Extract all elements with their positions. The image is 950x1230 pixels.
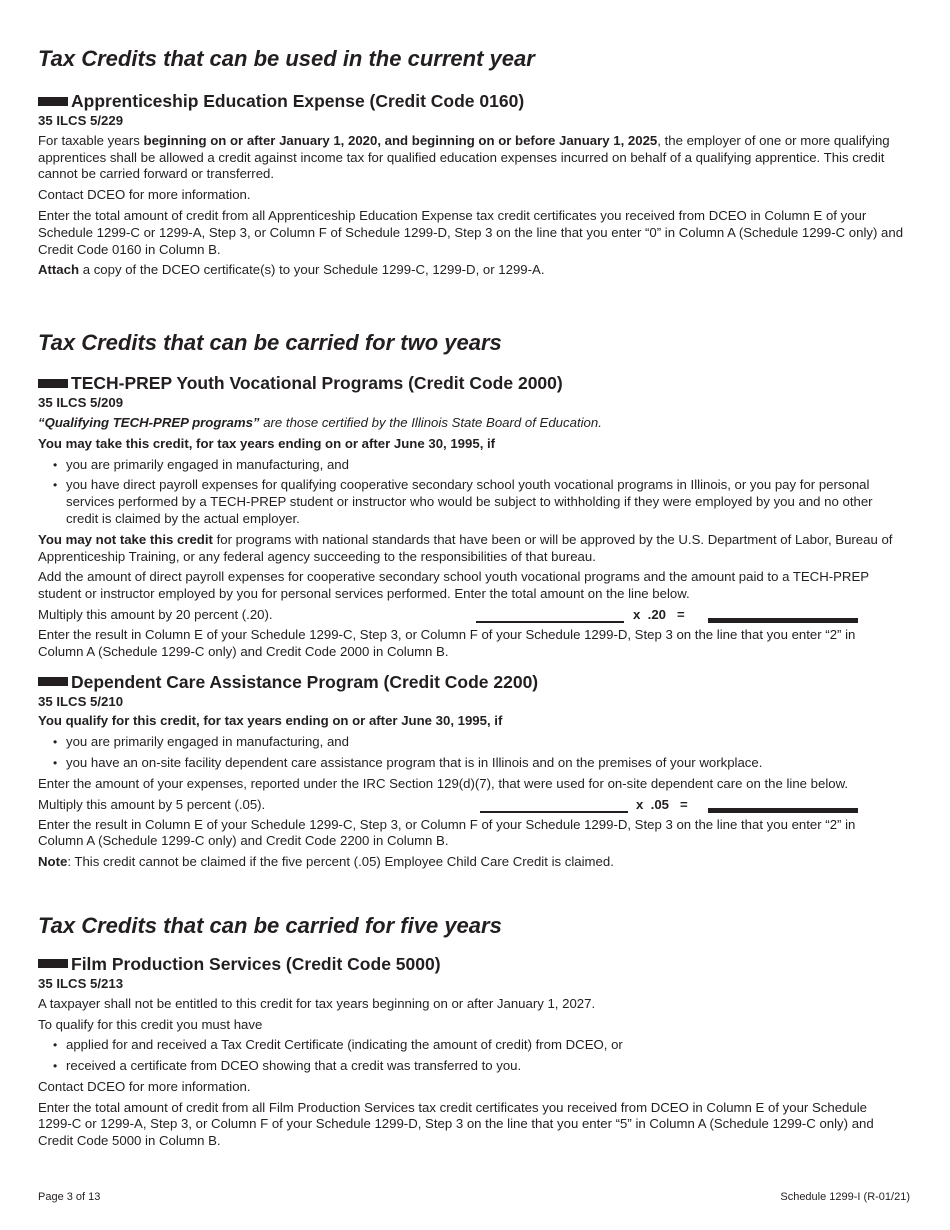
bullet-list	[38, 457, 904, 528]
paragraph: For taxable years beginning on or after January 1, 2020, and beginning on or before January 1, 2025, the employer of one or more qualifying apprentices shall be allowed a credit against income tax for qualified education expenses incurred on behalf of a qualifying apprentice. This credit cannot be carried forward or transferred.	[38, 132, 890, 182]
credit-heading-text: TECH-PREP Youth Vocational Programs (Credit Code 2000)	[71, 373, 563, 394]
list-item: • received a certificate from DCEO showing that a credit was transferred to you.	[66, 1058, 904, 1075]
form-identifier: Schedule 1299-I (R-01/21)	[780, 1191, 910, 1203]
condition: You may take this credit, for tax years ending on or after June 30, 1995, if	[38, 435, 496, 451]
credit-heading-text: Film Production Services (Credit Code 5000)	[71, 953, 441, 974]
multiplier: x .20 =	[633, 606, 685, 622]
paragraph: Add the amount of direct payroll expenses for cooperative secondary school youth vocational programs and the amount paid to a TECH-PREP student or instructor employed by you for personal services performed. Enter the total amount on the line below.	[38, 569, 869, 602]
page-number: Page 3 of 13	[38, 1191, 101, 1203]
statute-reference: 35 ILCS 5/210	[38, 693, 124, 709]
multiplier: x .05 =	[636, 796, 688, 812]
list-item: • you are primarily engaged in manufacturing, and	[66, 457, 904, 474]
heading-bar-icon	[38, 97, 68, 106]
paragraph: Enter the total amount of credit from all Film Production Services tax credit certificates you received from DCEO in Column E of your Schedule 1299-C or 1299-A, Step 3, or Column F of your Schedule 1299-D, Step 3 on the line that you enter “5” in Column A (Schedule 1299-C only) and Credit Code 5000 in Column B.	[38, 1099, 874, 1149]
paragraph: Enter the amount of your expenses, reported under the IRC Section 129(d)(7), that were used for on-site dependent care on the line below.	[38, 775, 849, 791]
document-page	[38, 44, 904, 1154]
heading-bar-icon	[38, 959, 68, 968]
bullet-list	[38, 734, 904, 772]
amount-input-line[interactable]	[476, 621, 624, 623]
list-item: • you are primarily engaged in manufacturing, and	[66, 734, 904, 751]
calculation-row-2000	[38, 607, 904, 624]
paragraph: Contact DCEO for more information.	[38, 1078, 251, 1094]
section-title-current-year: Tax Credits that can be used in the current year	[38, 46, 535, 71]
section-title-two-years: Tax Credits that can be carried for two years	[38, 330, 502, 356]
credit-heading-text: Dependent Care Assistance Program (Credit Code 2200)	[71, 671, 539, 692]
condition: You qualify for this credit, for tax years ending on or after June 30, 1995, if	[38, 713, 503, 729]
credit-heading-2000	[38, 372, 904, 394]
paragraph: Contact DCEO for more information.	[38, 187, 251, 203]
bullet-list	[38, 1037, 904, 1075]
multiply-label: Multiply this amount by 20 percent (.20).	[38, 606, 273, 622]
list-item: • you have direct payroll expenses for qualifying cooperative secondary school youth vocational programs in Illinois, or you pay for personal services performed by a TECH-PREP student or instructor who would be subject to withholding if they were employed by you and no other credit is claimed by the actual employer.	[66, 477, 904, 527]
heading-bar-icon	[38, 677, 68, 686]
paragraph: Attach a copy of the DCEO certificate(s) to your Schedule 1299-C, 1299-D, or 1299-A.	[38, 262, 545, 278]
amount-input-line[interactable]	[480, 811, 628, 813]
credit-heading-2200	[38, 671, 904, 693]
paragraph: Enter the total amount of credit from all Apprenticeship Education Expense tax credit certificates you received from DCEO in Column E of your Schedule 1299-C or 1299-A, Step 3, or Column F of Schedule 1299-D, Step 3 on the line that you enter “0” in Column A (Schedule 1299-C only) and Credit Code 0160 in Column B.	[38, 207, 904, 257]
paragraph: Enter the result in Column E of your Schedule 1299-C, Step 3, or Column F of your Schedule 1299-D, Step 3 on the line that you enter “2” in Column A (Schedule 1299-C only) and Credit Code 2200 in Column B.	[38, 816, 856, 849]
list-item: • you have an on-site facility dependent care assistance program that is in Illinois and on the premises of your workplace.	[66, 755, 904, 772]
multiply-label: Multiply this amount by 5 percent (.05).	[38, 796, 266, 812]
paragraph: Enter the result in Column E of your Schedule 1299-C, Step 3, or Column F of your Schedule 1299-D, Step 3 on the line that you enter “2” in Column A (Schedule 1299-C only) and Credit Code 2000 in Column B.	[38, 626, 856, 659]
section-title-five-years: Tax Credits that can be carried for five years	[38, 912, 502, 938]
paragraph: You may not take this credit for programs with national standards that have been or will be approved by the U.S. Department of Labor, Bureau of Apprenticeship Training, or any federal agency succeeding to the responsibilities of that bureau.	[38, 531, 893, 564]
heading-bar-icon	[38, 379, 68, 388]
calculation-row-2200	[38, 797, 904, 814]
credit-heading-text: Apprenticeship Education Expense (Credit Code 0160)	[71, 91, 525, 111]
paragraph: A taxpayer shall not be entitled to this credit for tax years beginning on or after January 1, 2027.	[38, 995, 596, 1011]
result-input-line[interactable]	[708, 618, 858, 623]
definition: “Qualifying TECH-PREP programs” are those certified by the Illinois State Board of Education.	[38, 414, 602, 430]
note: Note: This credit cannot be claimed if the five percent (.05) Employee Child Care Credit is claimed.	[38, 854, 614, 870]
result-input-line[interactable]	[708, 808, 858, 813]
credit-heading-5000	[38, 953, 904, 975]
list-item: • applied for and received a Tax Credit Certificate (indicating the amount of credit) from DCEO, or	[66, 1037, 904, 1054]
credit-heading-0160	[38, 90, 904, 112]
statute-reference: 35 ILCS 5/229	[38, 113, 124, 128]
statute-reference: 35 ILCS 5/209	[38, 395, 124, 411]
paragraph: To qualify for this credit you must have	[38, 1016, 263, 1032]
statute-reference: 35 ILCS 5/213	[38, 975, 124, 991]
